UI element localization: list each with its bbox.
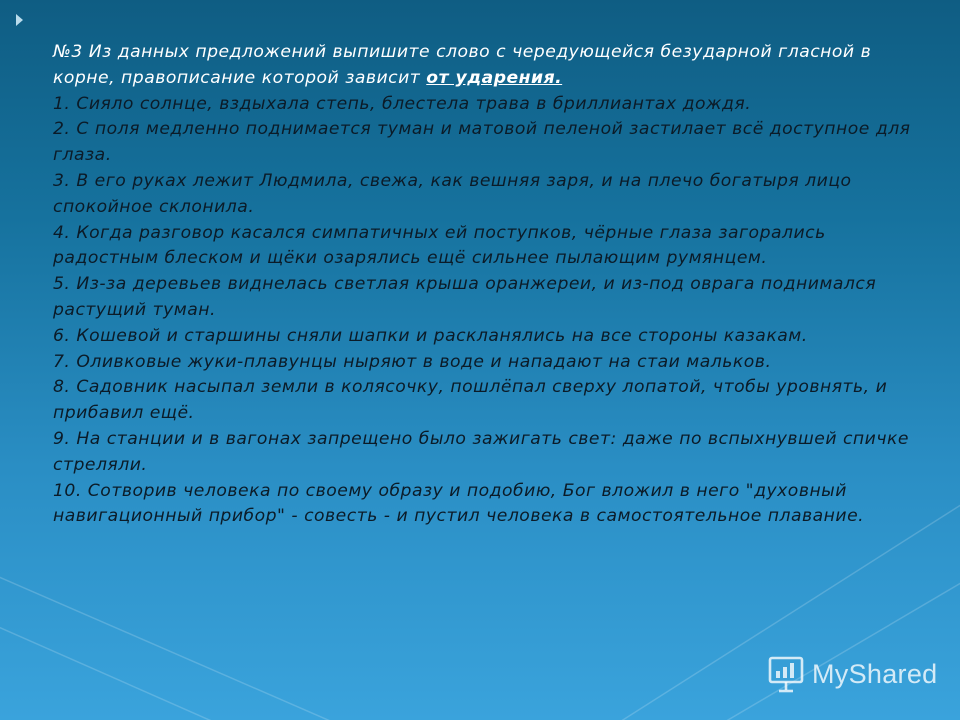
sentence-item: 5. Из-за деревьев виднелась светлая крыша оранжереи, и из-под оврага поднимался растущий туман. <box>53 274 877 320</box>
watermark-label: MyShared <box>812 658 938 689</box>
sentence-item: 6. Кошевой и старшины сняли шапки и раскланялись на все стороны казакам. <box>53 325 808 346</box>
sentence-item: 4. Когда разговор касался симпатичных ей поступков, чёрные глаза загорались радостным блеском и щёки озарялись ещё сильнее пылающим румянцем. <box>53 222 826 269</box>
slide-text <box>53 40 913 530</box>
presentation-board-icon <box>766 654 806 694</box>
myshared-watermark <box>766 654 937 694</box>
sentence-item: 9. На станции и в вагонах запрещено было зажигать свет: даже по вспыхнувшей спичке стреляли. <box>53 428 909 475</box>
task-title-text: №3 Из данных предложений выпишите слово с чередующейся безударной гласной в корне, правописание которой зависит <box>53 42 872 88</box>
sentence-item: 1. Сияло солнце, вздыхала степь, блестела трава в бриллиантах дождя. <box>53 93 752 114</box>
sentence-item: 3. В его руках лежит Людмила, свежа, как вешняя заря, и на плечо богатыря лицо спокойное склонила. <box>53 170 852 217</box>
sentence-item: 7. Оливковые жуки-плавунцы ныряют в воде и нападают на стаи мальков. <box>53 351 772 372</box>
sentence-item: 2. С поля медленно поднимается туман и матовой пеленой застилает всё доступное для глаза. <box>53 119 911 166</box>
task-title <box>53 40 913 92</box>
task-title-emphasis: от ударения. <box>426 67 563 88</box>
sentence-item: 8. Садовник насыпал земли в колясочку, пошлёпал сверху лопатой, чтобы уровнять, и прибавил ещё. <box>53 377 888 424</box>
sentence-item: 10. Сотворив человека по своему образу и подобию, Бог вложил в него "духовный навигационный прибор" - совесть - и пустил человека в самостоятельное плавание. <box>53 480 865 527</box>
